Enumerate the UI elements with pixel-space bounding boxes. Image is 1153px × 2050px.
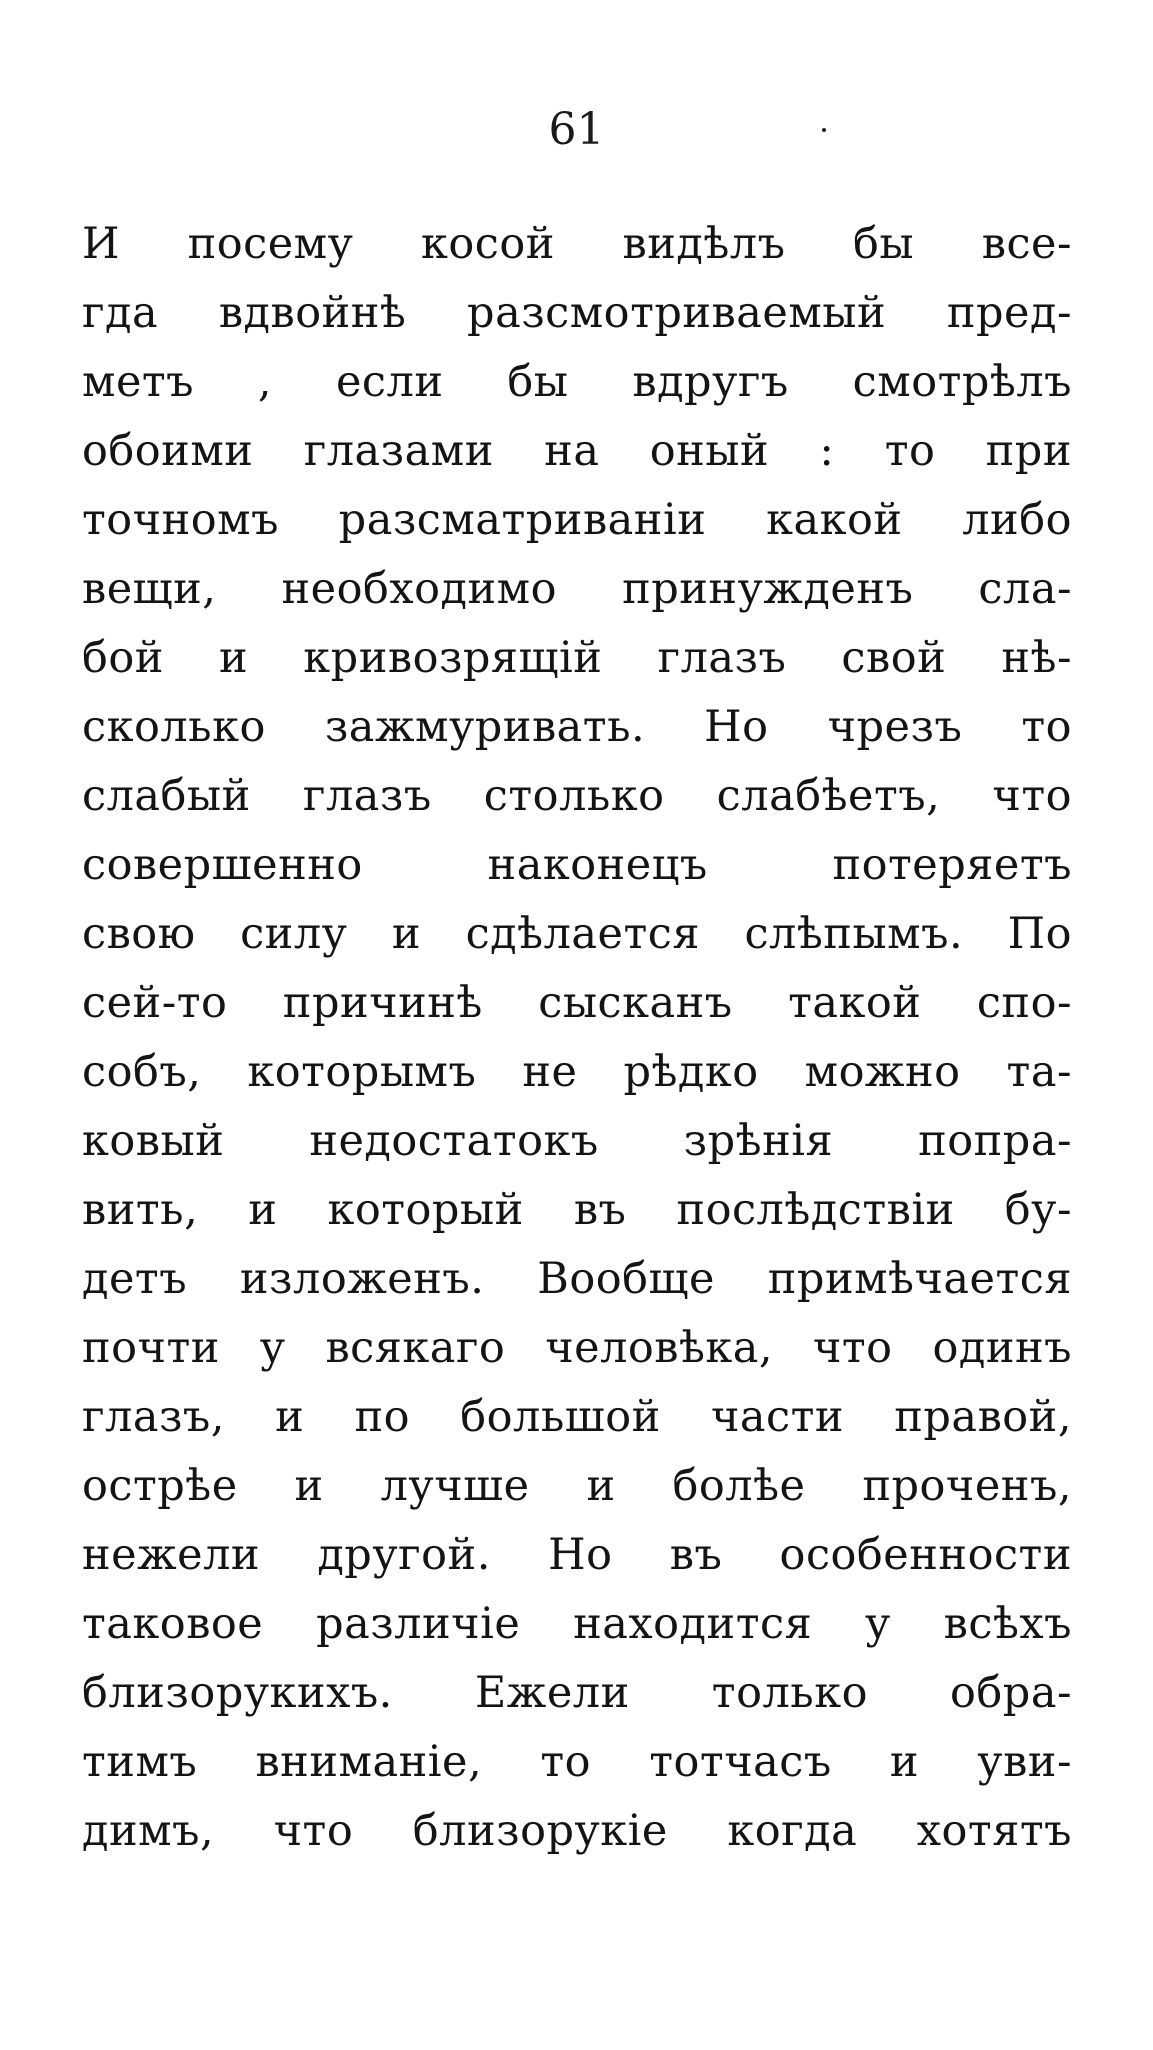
text-line: обоими глазами на оный : то при: [82, 426, 1072, 476]
text-line: слабый глазъ столько слабѣетъ, что: [82, 771, 1072, 821]
text-line: И посему косой видѣлъ бы все-: [82, 219, 1072, 269]
text-line: детъ изложенъ. Вообще примѣчается: [82, 1254, 1072, 1304]
text-line: гда вдвойнѣ разсмотриваемый пред-: [82, 288, 1072, 338]
text-line: острѣе и лучше и болѣе проченъ,: [82, 1461, 1072, 1511]
text-line: сколько зажмуривать. Но чрезъ то: [82, 702, 1072, 752]
text-line: димъ, что близорукіе когда хотятъ: [82, 1806, 1072, 1856]
text-line: вещи, необходимо принужденъ сла-: [82, 564, 1072, 614]
ink-speck: [822, 128, 826, 132]
text-line: глазъ, и по большой части правой,: [82, 1392, 1072, 1442]
text-line: почти у всякаго человѣка, что одинъ: [82, 1323, 1072, 1373]
text-line: нежели другой. Но въ особенности: [82, 1530, 1072, 1580]
text-line: тимъ вниманіе, то тотчасъ и уви-: [82, 1737, 1072, 1787]
text-line: таковое различіе находится у всѣхъ: [82, 1599, 1072, 1649]
text-line: сей-то причинѣ сысканъ такой спо-: [82, 978, 1072, 1028]
text-line: близорукихъ. Ежели только обра-: [82, 1668, 1072, 1718]
text-line: точномъ разсматриваніи какой либо: [82, 495, 1072, 545]
text-line: собъ, которымъ не рѣдко можно та-: [82, 1047, 1072, 1097]
body-text: [82, 210, 1072, 1866]
text-line: бой и кривозрящій глазъ свой нѣ-: [82, 633, 1072, 683]
text-line: свою силу и сдѣлается слѣпымъ. По: [82, 909, 1072, 959]
text-line: совершенно наконецъ потеряетъ: [82, 840, 1072, 890]
page-number: 61: [548, 104, 605, 155]
text-line: ковый недостатокъ зрѣнія попра-: [82, 1116, 1072, 1166]
text-line: вить, и который въ послѣдствіи бу-: [82, 1185, 1072, 1235]
text-line: метъ , если бы вдругъ смотрѣлъ: [82, 357, 1072, 407]
